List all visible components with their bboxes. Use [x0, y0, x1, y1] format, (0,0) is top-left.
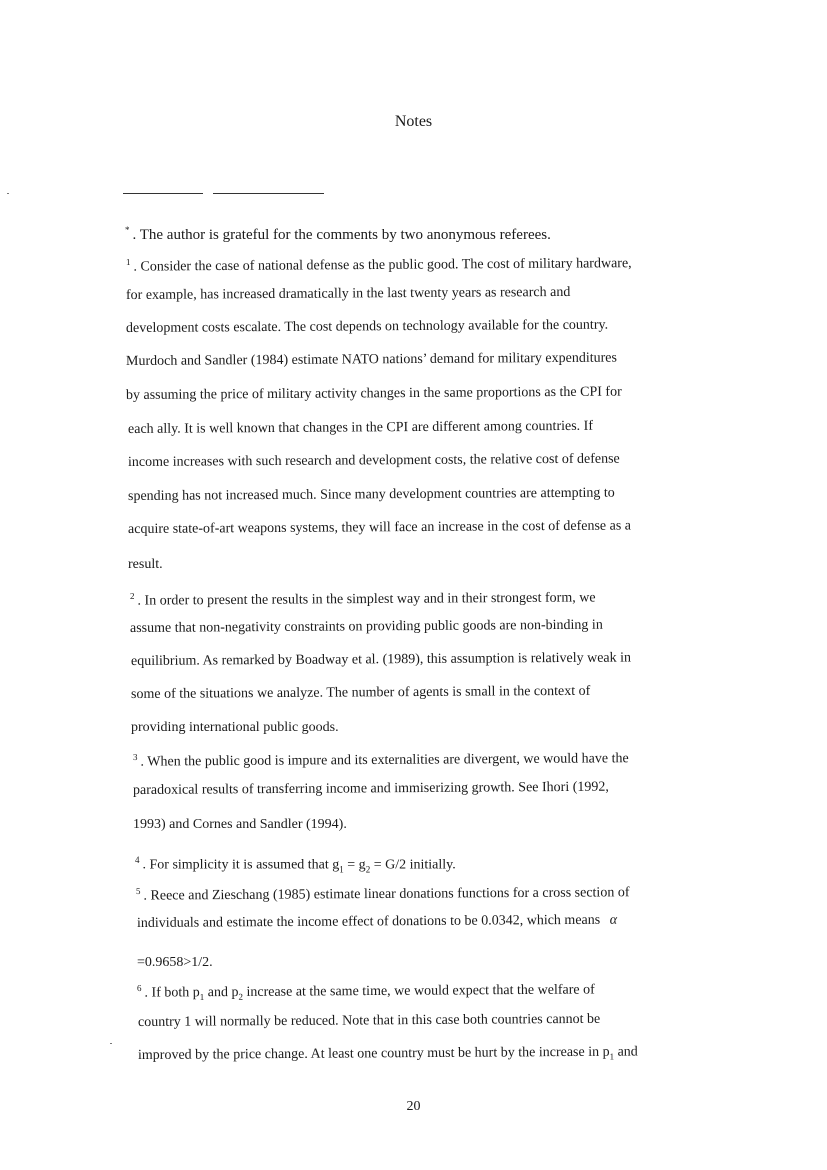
- alpha-symbol: α: [609, 912, 618, 928]
- note-line: . Consider the case of national defense as the public good. The cost of military hardware,: [133, 256, 632, 275]
- note-line: . Reece and Zieschang (1985) estimate linear donations functions for a cross section of: [143, 885, 630, 904]
- note-3: [133, 745, 629, 772]
- note-line: . In order to present the results in the simplest way and in their strongest form, we: [137, 590, 596, 609]
- note-line: = G/2 initially.: [370, 857, 456, 873]
- note-line: . When the public good is impure and its externalities are divergent, we would have the: [140, 751, 629, 770]
- note-line: [138, 1044, 638, 1069]
- note-line: development costs escalate. The cost depends on technology available for the country.: [125, 317, 609, 336]
- note-line: some of the situations we analyze. The number of agents is small in the context of: [130, 683, 591, 702]
- note-marker: 5: [135, 885, 141, 896]
- note-1: [126, 249, 632, 276]
- note-6: [137, 976, 595, 1007]
- note-star: [125, 221, 551, 244]
- note-2: [130, 584, 596, 611]
- note-line: income increases with such research and development costs, the relative cost of defense: [127, 451, 620, 470]
- note-marker: 6: [136, 982, 142, 993]
- note-line: 1993) and Cornes and Sandler (1994).: [133, 817, 347, 832]
- note-line: spending has not increased much. Since many development countries are attempting to: [127, 485, 615, 504]
- note-line: and: [614, 1044, 638, 1060]
- page-title: Notes: [394, 113, 433, 130]
- note-marker: 2: [129, 590, 135, 601]
- note-line: country 1 will normally be reduced. Note that in this case both countries cannot be: [137, 1011, 601, 1030]
- note-line: Murdoch and Sandler (1984) estimate NATO nations’ demand for military expenditures: [125, 350, 617, 369]
- footnote-rule-right: [213, 193, 324, 194]
- note-line: and p: [204, 984, 239, 1001]
- footnote-rule-left: [123, 193, 203, 194]
- note-line: increase at the same time, we would expect that the welfare of: [242, 982, 595, 1000]
- note-line: improved by the price change. At least one country must be hurt by the increase in p: [137, 1044, 610, 1063]
- note-marker: 4: [135, 855, 140, 865]
- note-line: acquire state-of-art weapons systems, they will face an increase in the cost of defense as a: [127, 518, 632, 537]
- page-number: 20: [406, 1099, 421, 1114]
- note-marker: 3: [132, 751, 138, 762]
- note-line: result.: [128, 557, 163, 572]
- note-line: each ally. It is well known that changes in the CPI are different among countries. If: [127, 418, 594, 437]
- note-line: providing international public goods.: [131, 720, 339, 735]
- note-line: . For simplicity it is assumed that g: [142, 857, 340, 873]
- subscript: 1: [339, 864, 344, 875]
- subscript: 2: [238, 991, 244, 1002]
- subscript: 1: [199, 991, 205, 1003]
- scan-speck: [110, 1043, 112, 1044]
- note-marker: *: [125, 225, 130, 235]
- note-5: [136, 879, 630, 906]
- note-line: [137, 912, 617, 933]
- subscript: 2: [365, 864, 371, 875]
- note-4: [135, 851, 456, 878]
- note-line: . If both p: [144, 985, 200, 1001]
- note-line: equilibrium. As remarked by Boadway et al. (1989), this assumption is relatively weak in: [130, 650, 632, 669]
- note-line: = g: [343, 857, 366, 873]
- scan-speck: [7, 193, 9, 194]
- note-marker: 1: [125, 256, 131, 267]
- note-line: for example, has increased dramatically in the last twenty years as research and: [125, 284, 571, 303]
- note-line: individuals and estimate the income effect of donations to be 0.0342, which means: [136, 912, 601, 931]
- note-line: =0.9658>1/2.: [137, 955, 213, 970]
- note-line: . The author is grateful for the comments by two anonymous referees.: [132, 227, 551, 243]
- note-line: paradoxical results of transferring income and immiserizing growth. See Ihori (1992,: [132, 779, 609, 798]
- subscript: 1: [609, 1051, 615, 1062]
- note-line: by assuming the price of military activity changes in the same proportions as the CPI for: [125, 384, 622, 403]
- note-line: assume that non-negativity constraints on providing public goods are non-binding in: [129, 617, 603, 636]
